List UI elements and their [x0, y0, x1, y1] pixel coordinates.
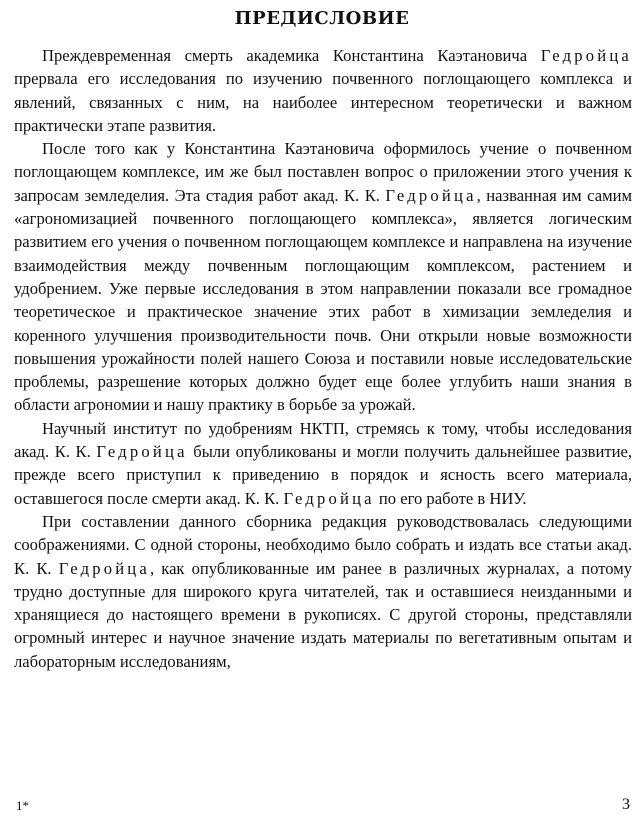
paragraph [14, 137, 632, 417]
paragraph-text: При составлении данного сборника редакция руководствовалась следующими соображениями. С одной стороны, необходимо было собрать и издать все статьи акад. К. К. [14, 511, 632, 578]
paragraph-text: Научный институт по удобрениям НКТП, стремясь к тому, чтобы исследования акад. К. К. [14, 418, 632, 462]
paragraph-text: прервала его исследования по изучению почвенного поглощающего комплекса и явлений, связанных с ним, на наиболее интересном теоретически и важном практически этапе развития. [14, 69, 632, 135]
paragraph [14, 510, 632, 673]
paragraph [14, 44, 632, 137]
preface-body [14, 44, 632, 673]
paragraph-text: Преждевременная смерть академика Константина Каэтановича [42, 46, 541, 65]
paragraph [14, 417, 632, 510]
author-name: Гедройца [283, 488, 375, 508]
page-title: ПРЕДИСЛОВИЕ [234, 8, 410, 29]
page-number: 3 [622, 796, 630, 813]
author-name: Гедройца [58, 558, 150, 578]
signature-mark: 1* [16, 798, 29, 813]
paragraph-text: , названная им самим «агрономизацией почвенного поглощающего комплекса», является логическим развитием его учения о почвенном поглощающем комплексе и направлена на изучение взаимодействия между почвенным поглощающим комплексом, растением и удобрением. Уже первые исследования в этом направлении показали все громадное теоретическое и практическое значение этих работ в химизации земледелия и коренного улучшения производительности почв. Они открыли новые возможности повышения урожайности полей нашего Союза и поставили новые исследовательские проблемы, разрешение которых должно будет еще более углубить наши знания в области агрономии и нашу практику в борьбе за урожай. [14, 185, 632, 415]
paragraph-text: были опубликованы и могли получить дальнейшее развитие, прежде всего приступил к приведению в порядок и ясность всего материала, оставшегося после смерти акад. К. К. [14, 442, 632, 508]
author-name: Гедройца [540, 46, 632, 65]
paragraph-text: по его работе в НИУ. [374, 488, 527, 508]
author-name: Гедройца [96, 442, 188, 462]
author-name: Гедройца [385, 185, 477, 205]
paragraph-text: , как опубликованные им ранее в различных журналах, а потому трудно доступные для широкого круга читателей, так и оставшиеся неизданными и хранящиеся до настоящего времени в рукописях. С другой стороны, представляли огромный интерес и научное значение издать материалы по вегетативным опытам и лабораторным исследованиям, [14, 558, 633, 671]
paragraph-text: После того как у Константина Каэтановича оформилось учение о почвенном поглощающем комплексе, им же был поставлен вопрос о приложении этого учения к запросам земледелия. Эта стадия работ акад. К. К. [14, 139, 632, 205]
